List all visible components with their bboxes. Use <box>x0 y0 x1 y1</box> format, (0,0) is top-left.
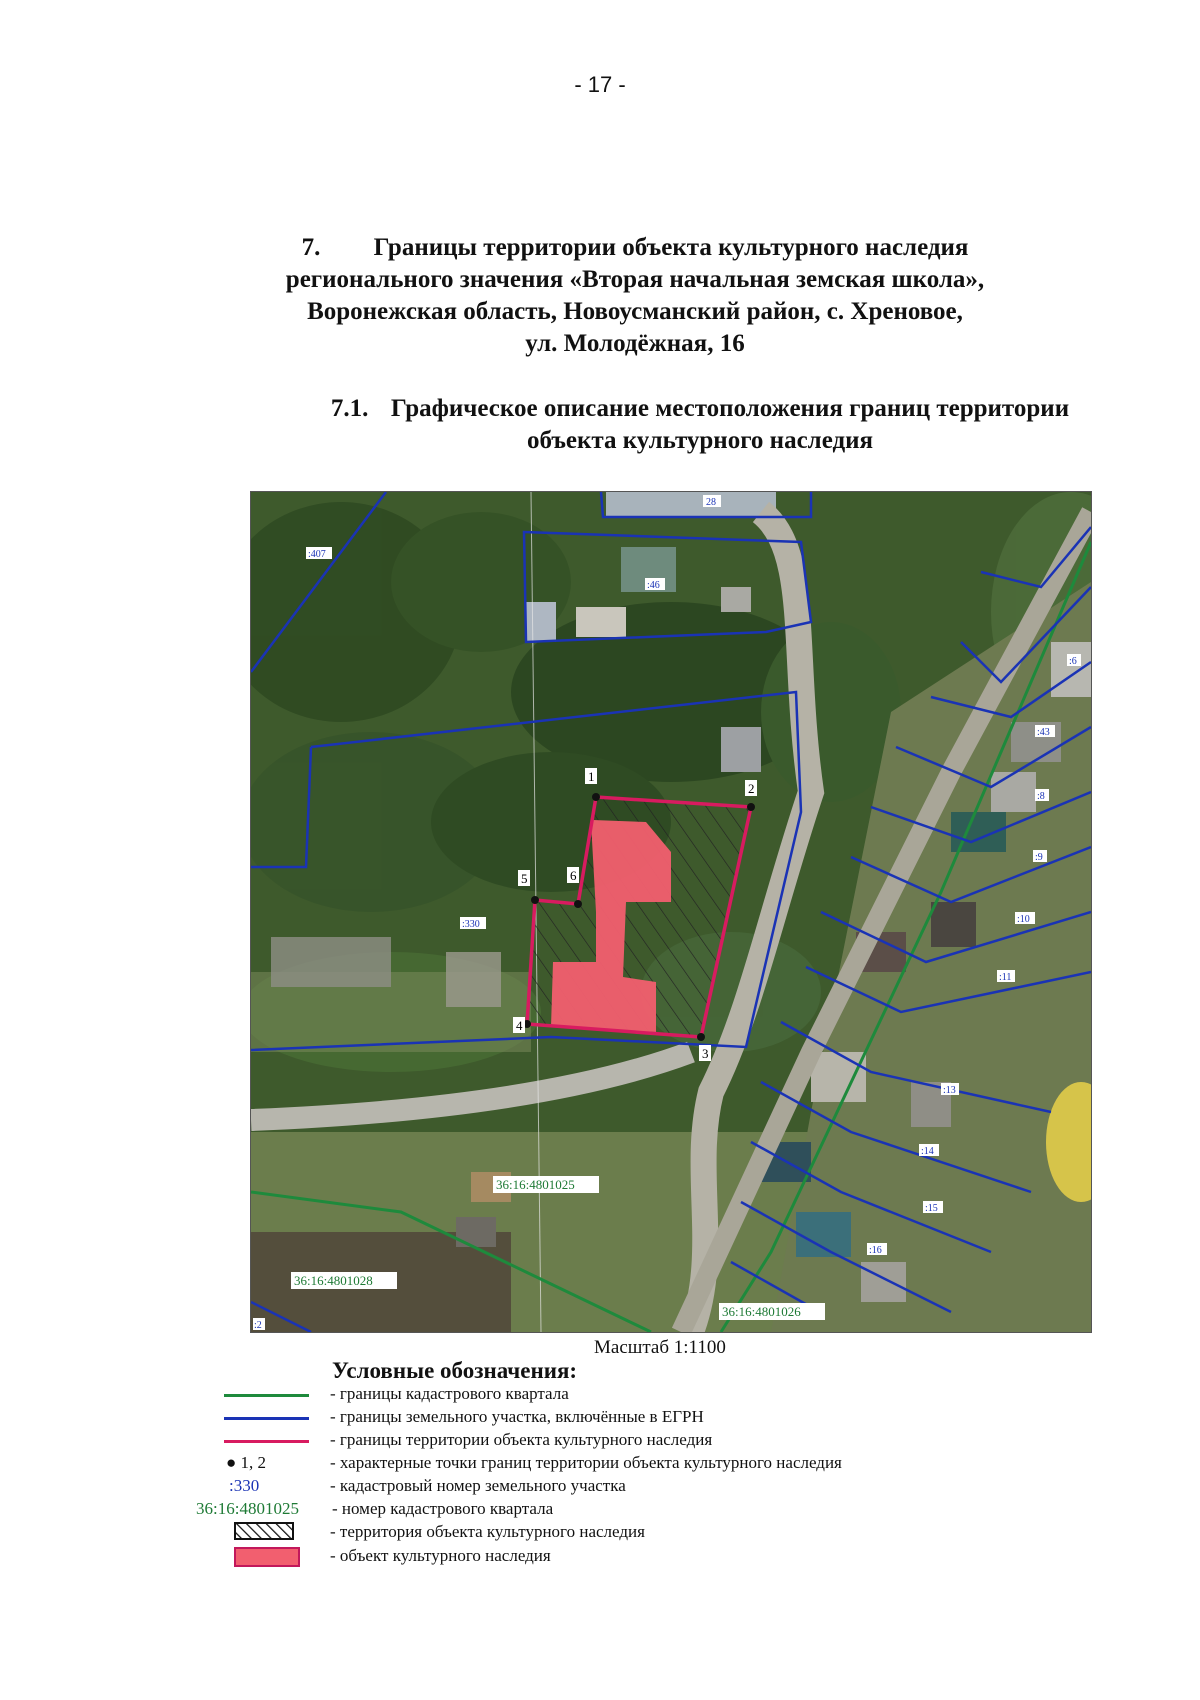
scale-label: Масштаб 1:1100 <box>594 1337 726 1358</box>
section-7-1-line-2: объекта культурного наследия <box>526 427 874 454</box>
section-7-line-4: ул. Молодёжная, 16 <box>525 330 745 357</box>
quarter-number-symbol: 36:16:4801025 <box>196 1499 299 1518</box>
section-7-1-number: 7.1. <box>330 395 369 422</box>
green-line-symbol <box>224 1394 309 1397</box>
parcel-label-43: :43 <box>1037 727 1050 738</box>
parcel-label-15: :15 <box>925 1203 938 1214</box>
section-7-1-line-1 <box>250 393 1150 425</box>
parcel-label-9: :9 <box>1035 852 1043 863</box>
point-label-3: 3 <box>702 1046 709 1061</box>
parcel-label-2: :2 <box>254 1320 262 1331</box>
parcel-label-10: :10 <box>1017 914 1030 925</box>
hatch-symbol <box>234 1522 294 1540</box>
legend-item-heritage-territory <box>0 1521 1200 1544</box>
yard-area <box>271 937 391 987</box>
section-7-heading <box>210 232 1060 360</box>
point-label-6: 6 <box>570 868 577 883</box>
section-7-1-title-1: Графическое описание местоположения границ территории <box>390 395 1070 422</box>
cadastral-map <box>251 492 1091 1332</box>
parcel-label-330: :330 <box>462 919 480 930</box>
parcel-label-407: :407 <box>308 549 326 560</box>
legend-item-parcel-boundary <box>0 1406 1200 1429</box>
point-label-5: 5 <box>521 871 528 886</box>
legend-item-quarter-number <box>0 1498 1200 1521</box>
parcel-label-13: :13 <box>943 1085 956 1096</box>
parcel-label-11: :11 <box>999 972 1012 983</box>
parcel-number-symbol: :330 <box>229 1476 260 1495</box>
page-number: - 17 - <box>574 72 626 97</box>
legend-text-parcel-boundary: - границы земельного участка, включённые в ЕГРН <box>330 1407 704 1426</box>
legend-text-heritage-object: - объект культурного наследия <box>330 1546 551 1565</box>
parcel-label-14: :14 <box>921 1146 934 1157</box>
quarter-label-4801028: 36:16:4801028 <box>294 1273 373 1288</box>
legend-item-parcel-number <box>0 1475 1200 1498</box>
parcel-label-16: :16 <box>869 1245 882 1256</box>
legend-text-parcel-number: - кадастровый номер земельного участка <box>330 1476 626 1495</box>
parcel-label-6: :6 <box>1069 656 1077 667</box>
legend-text-heritage-territory: - территория объекта культурного наследия <box>330 1522 645 1541</box>
point-label-1: 1 <box>588 769 595 784</box>
blue-line-symbol <box>224 1417 309 1420</box>
legend-item-quarter-boundary <box>0 1383 1200 1406</box>
section-7-number: 7. <box>301 234 321 261</box>
legend-text-quarter-boundary: - границы кадастрового квартала <box>330 1384 569 1403</box>
point-label-4: 4 <box>516 1018 523 1033</box>
section-7-title-1: Границы территории объекта культурного наследия <box>373 234 969 261</box>
legend-item-points <box>0 1452 1200 1475</box>
legend-title: Условные обозначения: <box>332 1358 578 1383</box>
section-7-line-2: регионального значения «Вторая начальная земская школа», <box>285 266 985 293</box>
point-label-2: 2 <box>748 781 755 796</box>
quarter-label-4801026: 36:16:4801026 <box>722 1304 801 1319</box>
section-7-line-3: Воронежская область, Новоусманский район, с. Хреновое, <box>307 298 963 325</box>
red-fill-symbol <box>234 1547 300 1567</box>
legend-text-points: - характерные точки границ территории объекта культурного наследия <box>330 1453 842 1472</box>
legend-text-heritage-boundary: - границы территории объекта культурного наследия <box>330 1430 713 1449</box>
parcel-label-8: :8 <box>1037 791 1045 802</box>
shed-area <box>446 952 501 1007</box>
legend-text-quarter-number: - номер кадастрового квартала <box>332 1499 554 1518</box>
parcel-label-46: :46 <box>647 580 660 591</box>
section-7-line-1 <box>210 232 1060 264</box>
map-frame <box>250 491 1092 1333</box>
section-7-1-heading <box>250 393 1150 457</box>
legend-item-heritage-object <box>0 1545 1200 1568</box>
point-symbol: ● 1, 2 <box>226 1453 267 1472</box>
parcel-label-28: 28 <box>706 497 716 508</box>
quarter-label-4801025: 36:16:4801025 <box>496 1177 575 1192</box>
pink-line-symbol <box>224 1440 309 1443</box>
legend-item-heritage-boundary <box>0 1429 1200 1452</box>
